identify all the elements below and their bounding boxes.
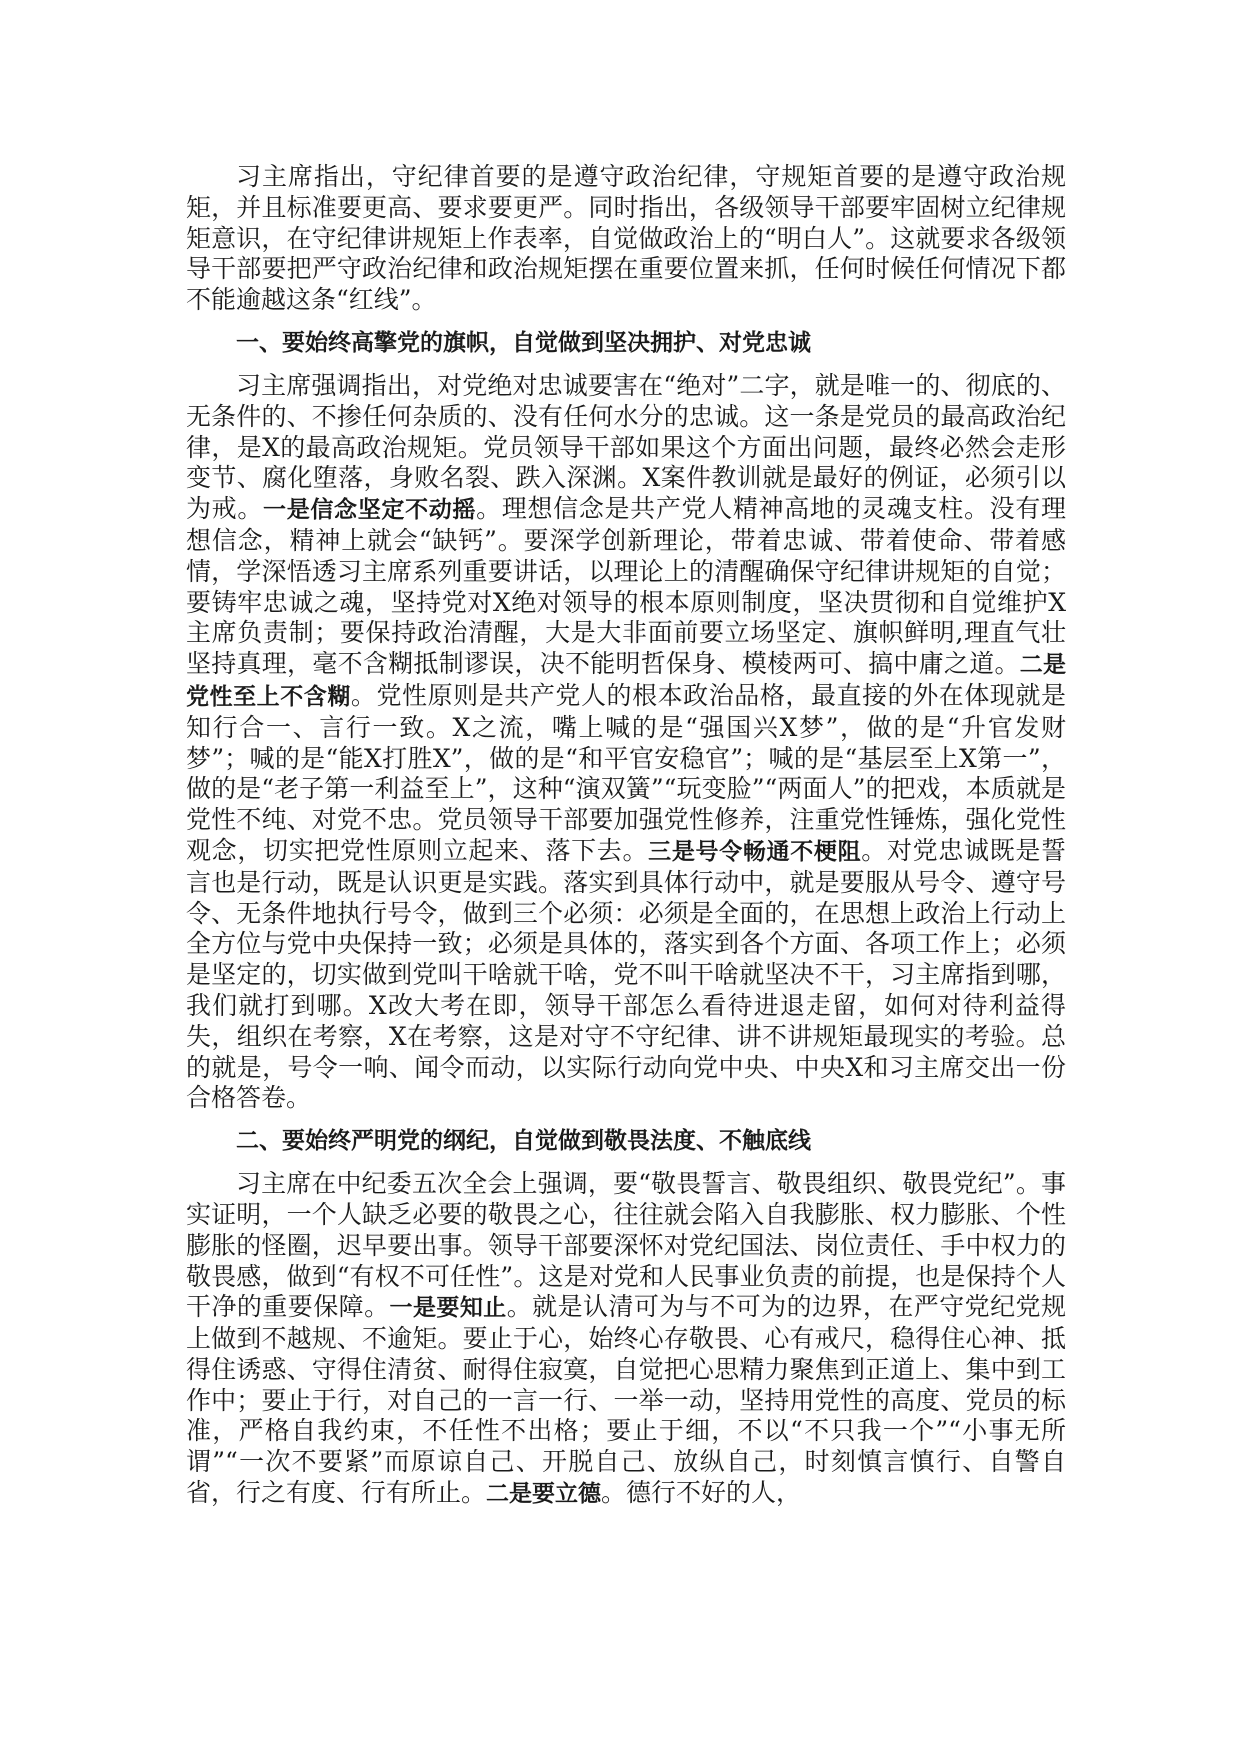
section-1-lead-3: 三是号令畅通不梗阻 xyxy=(648,838,862,865)
section-1-lead-1: 一是信念坚定不动摇 xyxy=(263,497,477,524)
section-2-text-1: 习主席在中纪委五次全会上强调，要“敬畏誓言、敬畏组织、敬畏党纪”。事实证明，一个人缺乏必要的敬畏之心，往往就会陷入自我膨胀、权力膨胀、个性膨胀的怪圈，迟早要出事。领导干部要深怀对党纪国法、岗位责任、手中权力的敬畏感，做到“有权不可任性”。这是对党和人民事业负责的前提，也是保持个人干净的重要保障。 xyxy=(186,1169,1066,1322)
document-page xyxy=(186,162,1066,1510)
section-1-lead-2: 二是党性至上不含糊 xyxy=(186,652,1066,710)
section-1-text-2: 。理想信念是共产党人精神高地的灵魂支柱。没有理想信念，精神上就会“缺钙”。要深学创新理论，带着忠诚、带着使命、带着感情，学深悟透习主席系列重要讲话，以理论上的清醒确保守纪律讲规矩的自觉；要铸牢忠诚之魂，坚持党对X绝对领导的根本原则制度，坚决贯彻和自觉维护X主席负责制；要保持政治清醒，大是大非面前要立场坚定、旗帜鲜明,理直气壮坚持真理，毫不含糊抵制谬误，决不能明哲保身、模棱两可、搞中庸之道。 xyxy=(186,494,1066,679)
section-2-heading: 二、要始终严明党的纲纪，自觉做到敬畏法度、不触底线 xyxy=(236,1128,811,1155)
section-1-text-4: 。对党忠诚既是誓言也是行动，既是认识更是实践。落实到具体行动中，就是要服从号令、遵守号令、无条件地执行号令，做到三个必须：必须是全面的，在思想上政治上行动上全方位与党中央保持一致；必须是具体的，落实到各个方面、各项工作上；必须是坚定的，切实做到党叫干啥就干啥，党不叫干啥就坚决不干，习主席指到哪，我们就打到哪。X改大考在即，领导干部怎么看待进退走留，如何对待利益得失，组织在考察，X在考察，这是对守不守纪律、讲不讲规矩最现实的考验。总的就是，号令一响、闻令而动，以实际行动向党中央、中央X和习主席交出一份合格答卷。 xyxy=(186,835,1066,1113)
section-1-text-1: 习主席强调指出，对党绝对忠诚要害在“绝对”二字，就是唯一的、彻底的、无条件的、不掺任何杂质的、没有任何水分的忠诚。这一条是党员的最高政治纪律，是X的最高政治规矩。党员领导干部如果这个方面出问题，最终必然会走形变节、腐化堕落，身败名裂、跌入深渊。X案件教训就是最好的例证，必须引以为戒。 xyxy=(186,370,1066,524)
section-2-lead-2: 二是要立德 xyxy=(486,1481,602,1508)
section-2-lead-1: 一是要知止 xyxy=(389,1295,507,1322)
section-1-text-3: 。党性原则是共产党人的根本政治品格，最直接的外在体现就是知行合一、言行一致。X之流，嘴上喊的是“强国兴X梦”，做的是“升官发财梦”；喊的是“能X打胜X”，做的是“和平官安稳官”；喊的是“基层至上X第一”，做的是“老子第一利益至上”，这种“演双簧”“玩变脸”“两面人”的把戏，本质就是党性不纯、对党不忠。党员领导干部要加强党性修养，注重党性锤炼，强化党性观念，切实把党性原则立起来、落下去。 xyxy=(186,680,1067,865)
section-1-paragraph xyxy=(186,371,1066,1114)
section-2-text-2: 。就是认清可为与不可为的边界，在严守党纪党规上做到不越规、不逾矩。要止于心，始终心存敬畏、心有戒尺，稳得住心神、抵得住诱惑、守得住清贫、耐得住寂寞，自觉把心思精力聚焦到正道上、集中到工作中；要止于行，对自己的一言一行、一举一动，坚持用党性的高度、党员的标准，严格自我约束，不任性不出格；要止于细，不以“不只我一个”“小事无所谓”“一次不要紧”而原谅自己、开脱自己、放纵自己，时刻慎言慎行、自警自省，行之有度、行有所止。 xyxy=(186,1292,1066,1508)
section-2-text-3: 。德行不好的人， xyxy=(601,1478,802,1508)
section-1-heading: 一、要始终高擎党的旗帜，自觉做到坚决拥护、对党忠诚 xyxy=(236,329,811,356)
section-2-paragraph xyxy=(186,1169,1066,1510)
intro-paragraph: 习主席指出，守纪律首要的是遵守政治纪律，守规矩首要的是遵守政治规矩，并且标准要更高、要求要更严。同时指出，各级领导干部要牢固树立纪律规矩意识，在守纪律讲规矩上作表率，自觉做政治上的“明白人”。这就要求各级领导干部要把严守政治纪律和政治规矩摆在重要位置来抓，任何时候任何情况下都不能逾越这条“红线”。 xyxy=(186,162,1066,315)
